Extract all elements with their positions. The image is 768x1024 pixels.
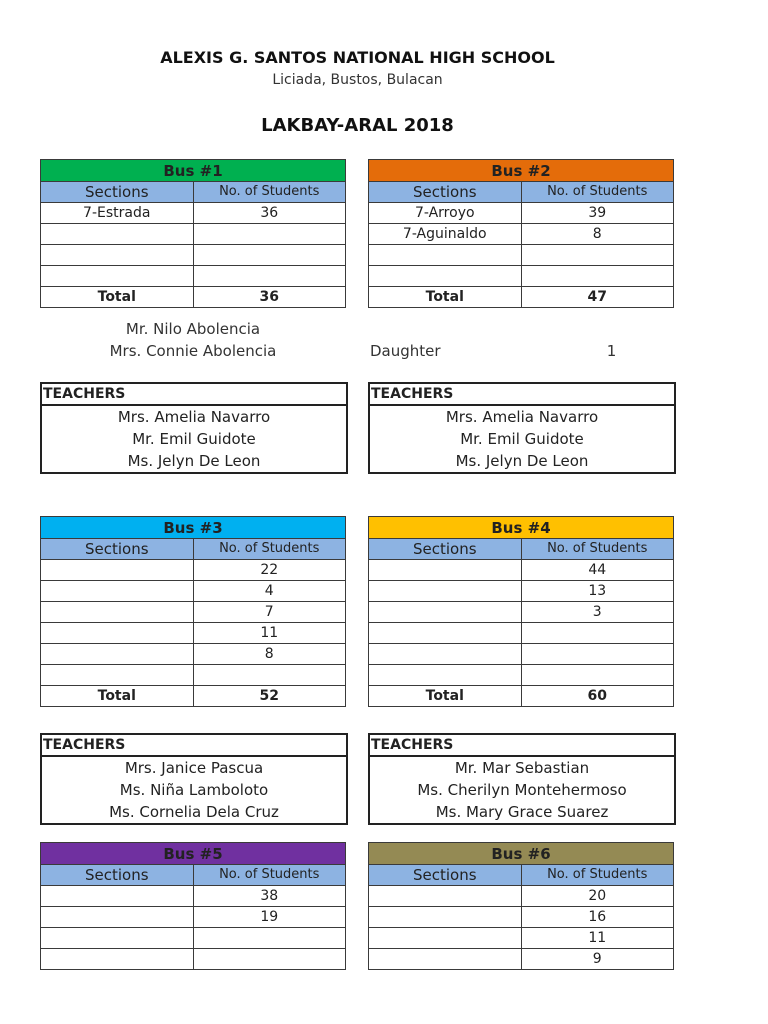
count-cell: [193, 266, 346, 287]
count-cell: [521, 623, 674, 644]
bus-6-table: [368, 842, 674, 970]
bus-4-teachers: [368, 733, 676, 825]
section-cell: [41, 560, 194, 581]
count-cell: 9: [521, 949, 674, 970]
section-cell: [369, 581, 522, 602]
teachers-heading: TEACHERS: [370, 735, 674, 757]
teacher-name: Mrs. Janice Pascua: [124, 759, 264, 777]
total-value: 36: [193, 287, 346, 308]
students-header: No. of Students: [193, 182, 346, 203]
section-cell: 7-Arroyo: [369, 203, 522, 224]
section-cell: [41, 644, 194, 665]
sections-header: Sections: [369, 865, 522, 886]
table-row: [41, 581, 346, 602]
count-cell: [521, 266, 674, 287]
section-cell: [41, 245, 194, 266]
section-cell: [369, 623, 522, 644]
bus-1-table: [40, 159, 346, 308]
table-row: [369, 928, 674, 949]
school-name: ALEXIS G. SANTOS NATIONAL HIGH SCHOOL: [160, 48, 555, 67]
table-row: [41, 245, 346, 266]
teacher-name: Ms. Niña Lamboloto: [119, 781, 269, 799]
teacher-name: Ms. Mary Grace Suarez: [435, 803, 609, 821]
sections-header: Sections: [369, 539, 522, 560]
teacher-name: Ms. Jelyn De Leon: [127, 452, 261, 470]
bus-5-table: [40, 842, 346, 970]
sections-header: Sections: [41, 182, 194, 203]
section-cell: [369, 949, 522, 970]
count-cell: [521, 644, 674, 665]
table-row: [41, 907, 346, 928]
section-cell: [41, 886, 194, 907]
table-row: [369, 907, 674, 928]
count-cell: 20: [521, 886, 674, 907]
count-cell: 8: [521, 224, 674, 245]
teacher-name: Mr. Mar Sebastian: [454, 759, 590, 777]
section-cell: [369, 245, 522, 266]
bus-2-teachers: [368, 382, 676, 474]
bus-3-teachers: [40, 733, 348, 825]
total-value: 47: [521, 287, 674, 308]
table-row: [41, 224, 346, 245]
teacher-name: Mrs. Amelia Navarro: [445, 408, 599, 426]
total-value: 60: [521, 686, 674, 707]
count-cell: 16: [521, 907, 674, 928]
section-cell: [41, 623, 194, 644]
students-header: No. of Students: [193, 865, 346, 886]
table-row: [369, 581, 674, 602]
section-cell: [369, 602, 522, 623]
section-cell: [369, 928, 522, 949]
daughter-label: Daughter: [370, 342, 441, 360]
count-cell: 19: [193, 907, 346, 928]
sections-header: Sections: [369, 182, 522, 203]
students-header: No. of Students: [521, 539, 674, 560]
table-row: [41, 928, 346, 949]
total-label: Total: [369, 287, 522, 308]
teacher-name: Ms. Cornelia Dela Cruz: [109, 803, 279, 821]
teacher-name: Mr. Emil Guidote: [132, 430, 256, 448]
section-cell: [41, 224, 194, 245]
teacher-name: Mr. Emil Guidote: [460, 430, 584, 448]
section-cell: [41, 266, 194, 287]
total-label: Total: [369, 686, 522, 707]
extra-name: Mrs. Connie Abolencia: [109, 342, 277, 360]
table-row: [369, 886, 674, 907]
section-cell: 7-Estrada: [41, 203, 194, 224]
bus-title: Bus #4: [369, 517, 674, 539]
daughter-count: 1: [606, 342, 617, 360]
teacher-name: Ms. Cherilyn Montehermoso: [417, 781, 627, 799]
section-cell: [41, 602, 194, 623]
teachers-heading: TEACHERS: [370, 384, 674, 406]
section-cell: [369, 644, 522, 665]
count-cell: 38: [193, 886, 346, 907]
count-cell: 22: [193, 560, 346, 581]
bus-4-table: [368, 516, 674, 707]
table-row: [369, 266, 674, 287]
teachers-heading: TEACHERS: [42, 384, 346, 406]
section-cell: 7-Aguinaldo: [369, 224, 522, 245]
students-header: No. of Students: [193, 539, 346, 560]
total-row: [369, 686, 674, 707]
table-row: [41, 665, 346, 686]
bus-3-table: [40, 516, 346, 707]
section-cell: [369, 886, 522, 907]
count-cell: 11: [521, 928, 674, 949]
total-value: 52: [193, 686, 346, 707]
section-cell: [41, 581, 194, 602]
bus-1-extra-names: [40, 318, 346, 362]
count-cell: [521, 665, 674, 686]
total-row: [41, 287, 346, 308]
count-cell: [193, 949, 346, 970]
total-label: Total: [41, 686, 194, 707]
table-row: [41, 560, 346, 581]
section-cell: [369, 560, 522, 581]
count-cell: 3: [521, 602, 674, 623]
table-row: [41, 203, 346, 224]
table-row: [41, 266, 346, 287]
table-row: [41, 644, 346, 665]
bus-title: Bus #6: [369, 843, 674, 865]
section-cell: [369, 907, 522, 928]
total-label: Total: [41, 287, 194, 308]
teacher-name: Mrs. Amelia Navarro: [117, 408, 271, 426]
total-row: [369, 287, 674, 308]
table-row: [369, 644, 674, 665]
table-row: [369, 623, 674, 644]
students-header: No. of Students: [521, 865, 674, 886]
count-cell: 13: [521, 581, 674, 602]
table-row: [369, 665, 674, 686]
table-row: [369, 203, 674, 224]
table-row: [41, 886, 346, 907]
table-row: [369, 949, 674, 970]
table-row: [41, 602, 346, 623]
table-row: [369, 602, 674, 623]
students-header: No. of Students: [521, 182, 674, 203]
table-row: [41, 949, 346, 970]
section-cell: [41, 907, 194, 928]
section-cell: [41, 949, 194, 970]
count-cell: [193, 665, 346, 686]
bus-title: Bus #1: [41, 160, 346, 182]
count-cell: [193, 224, 346, 245]
count-cell: [193, 245, 346, 266]
event-title: LAKBAY-ARAL 2018: [261, 115, 454, 136]
section-cell: [369, 665, 522, 686]
teacher-name: Ms. Jelyn De Leon: [455, 452, 589, 470]
count-cell: 39: [521, 203, 674, 224]
section-cell: [369, 266, 522, 287]
table-row: [369, 224, 674, 245]
count-cell: 7: [193, 602, 346, 623]
count-cell: 36: [193, 203, 346, 224]
bus-title: Bus #5: [41, 843, 346, 865]
total-row: [41, 686, 346, 707]
section-cell: [41, 928, 194, 949]
count-cell: 11: [193, 623, 346, 644]
bus-title: Bus #3: [41, 517, 346, 539]
count-cell: [521, 245, 674, 266]
count-cell: 4: [193, 581, 346, 602]
school-address: Liciada, Bustos, Bulacan: [272, 72, 443, 88]
count-cell: [193, 928, 346, 949]
section-cell: [41, 665, 194, 686]
count-cell: 8: [193, 644, 346, 665]
bus-1-teachers: [40, 382, 348, 474]
sections-header: Sections: [41, 539, 194, 560]
table-row: [41, 623, 346, 644]
count-cell: 44: [521, 560, 674, 581]
table-row: [369, 560, 674, 581]
teachers-heading: TEACHERS: [42, 735, 346, 757]
bus-title: Bus #2: [369, 160, 674, 182]
table-row: [369, 245, 674, 266]
extra-name: Mr. Nilo Abolencia: [125, 320, 261, 338]
sections-header: Sections: [41, 865, 194, 886]
bus-2-table: [368, 159, 674, 308]
